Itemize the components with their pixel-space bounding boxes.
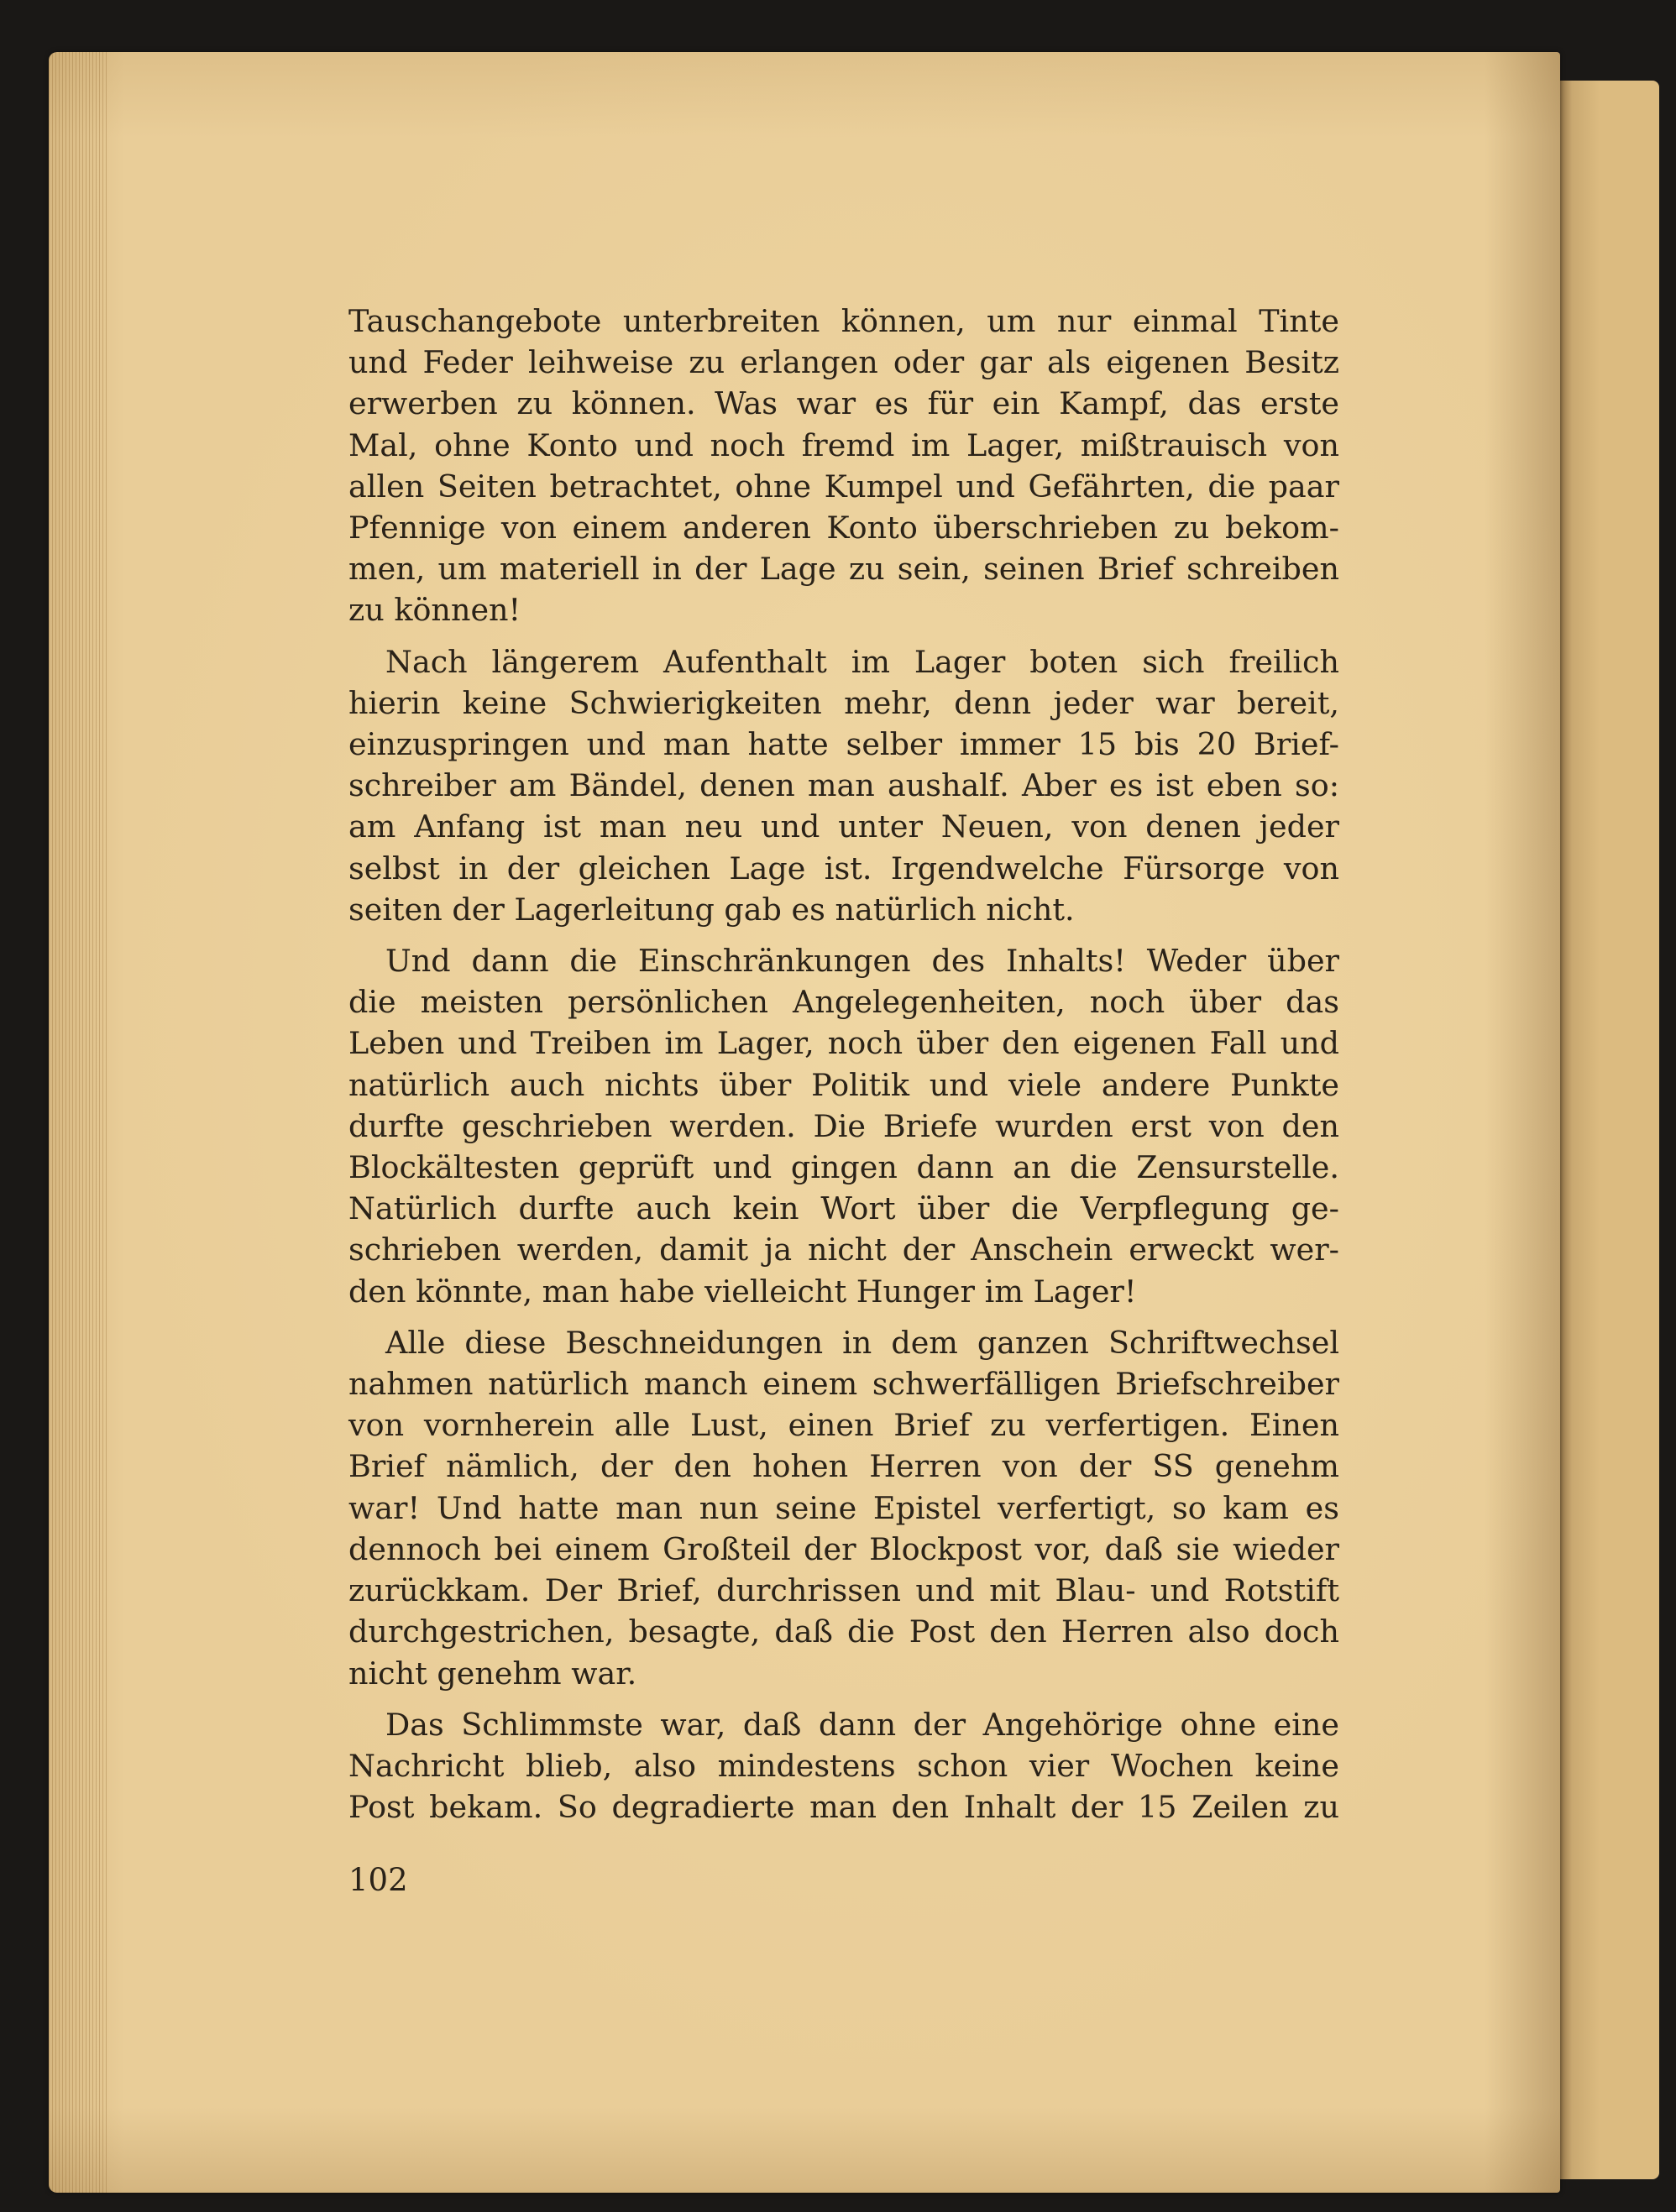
text-line: zurückkam. Der Brief, durchrissen und mit Blau- und Rotstift — [348, 1572, 1339, 1609]
text-line: nicht genehm war. — [348, 1655, 637, 1692]
page-stack-edge — [49, 52, 107, 2193]
text-line: dennoch bei einem Großteil der Blockpost vor, daß sie wieder — [348, 1530, 1339, 1567]
body-text — [348, 301, 1339, 1828]
text-line: einzuspringen und man hatte selber immer 15 bis 20 Brief- — [348, 726, 1339, 763]
text-line: Post bekam. So degradierte man den Inhalt der 15 Zeilen zu — [348, 1789, 1339, 1826]
text-line: durchgestrichen, besagte, daß die Post den Herren also doch — [348, 1613, 1339, 1650]
text-line: Leben und Treiben im Lager, noch über den eigenen Fall und — [348, 1025, 1339, 1062]
text-line: hierin keine Schwierigkeiten mehr, denn jeder war bereit, — [348, 684, 1339, 721]
facing-page-edge — [1560, 81, 1659, 2179]
text-line: seiten der Lagerleitung gab es natürlich nicht. — [348, 891, 1075, 928]
text-line: selbst in der gleichen Lage ist. Irgendwelche Fürsorge von — [348, 850, 1339, 886]
text-line: Und dann die Einschränkungen des Inhalts! Weder über — [385, 943, 1339, 980]
text-line: Pfennige von einem anderen Konto überschrieben zu bekom- — [348, 510, 1339, 546]
text-line: durfte geschrieben werden. Die Briefe wurden erst von den — [348, 1107, 1339, 1144]
text-line: Nach längerem Aufenthalt im Lager boten sich freilich — [385, 643, 1339, 680]
text-line: men, um materiell in der Lage zu sein, seinen Brief schreiben — [348, 551, 1339, 588]
text-line: von vornherein alle Lust, einen Brief zu verfertigen. Einen — [348, 1407, 1339, 1444]
text-line: erwerben zu können. Was war es für ein Kampf, das erste — [348, 385, 1339, 422]
page-number: 102 — [348, 1862, 408, 1898]
text-line: Das Schlimmste war, daß dann der Angehörige ohne eine — [385, 1706, 1339, 1743]
paragraph-5 — [348, 1704, 1339, 1828]
paragraph-1 — [348, 301, 1339, 631]
text-line: die meisten persönlichen Angelegenheiten, noch über das — [348, 984, 1339, 1021]
paragraph-2 — [348, 641, 1339, 930]
text-line: Natürlich durfte auch kein Wort über die Verpflegung ge- — [348, 1190, 1339, 1227]
text-line: Blockältesten geprüft und gingen dann an die Zensurstelle. — [348, 1149, 1339, 1186]
text-line: war! Und hatte man nun seine Epistel verfertigt, so kam es — [348, 1489, 1339, 1526]
text-line: den könnte, man habe vielleicht Hunger im Lager! — [348, 1273, 1137, 1310]
text-line: nahmen natürlich manch einem schwerfälligen Briefschreiber — [348, 1366, 1339, 1403]
text-line: schreiber am Bändel, denen man aushalf. Aber es ist eben so: — [348, 767, 1339, 804]
paragraph-4 — [348, 1322, 1339, 1694]
text-line: am Anfang ist man neu und unter Neuen, von denen jeder — [348, 808, 1339, 845]
text-line: schrieben werden, damit ja nicht der Anschein erweckt wer- — [348, 1232, 1339, 1268]
paragraph-3 — [348, 940, 1339, 1312]
text-line: allen Seiten betrachtet, ohne Kumpel und Gefährten, die paar — [348, 468, 1339, 505]
text-line: Mal, ohne Konto und noch fremd im Lager, mißtrauisch von — [348, 426, 1339, 463]
text-line: Tauschangebote unterbreiten können, um nur einmal Tinte — [348, 303, 1339, 339]
text-line: natürlich auch nichts über Politik und viele andere Punkte — [348, 1066, 1339, 1103]
text-line: zu können! — [348, 592, 521, 629]
text-line: Brief nämlich, der den hohen Herren von der SS genehm — [348, 1448, 1339, 1485]
text-line: und Feder leihweise zu erlangen oder gar als eigenen Besitz — [348, 344, 1339, 381]
text-line: Alle diese Beschneidungen in dem ganzen Schriftwechsel — [385, 1324, 1339, 1361]
text-line: Nachricht blieb, also mindestens schon vier Wochen keine — [348, 1747, 1339, 1784]
